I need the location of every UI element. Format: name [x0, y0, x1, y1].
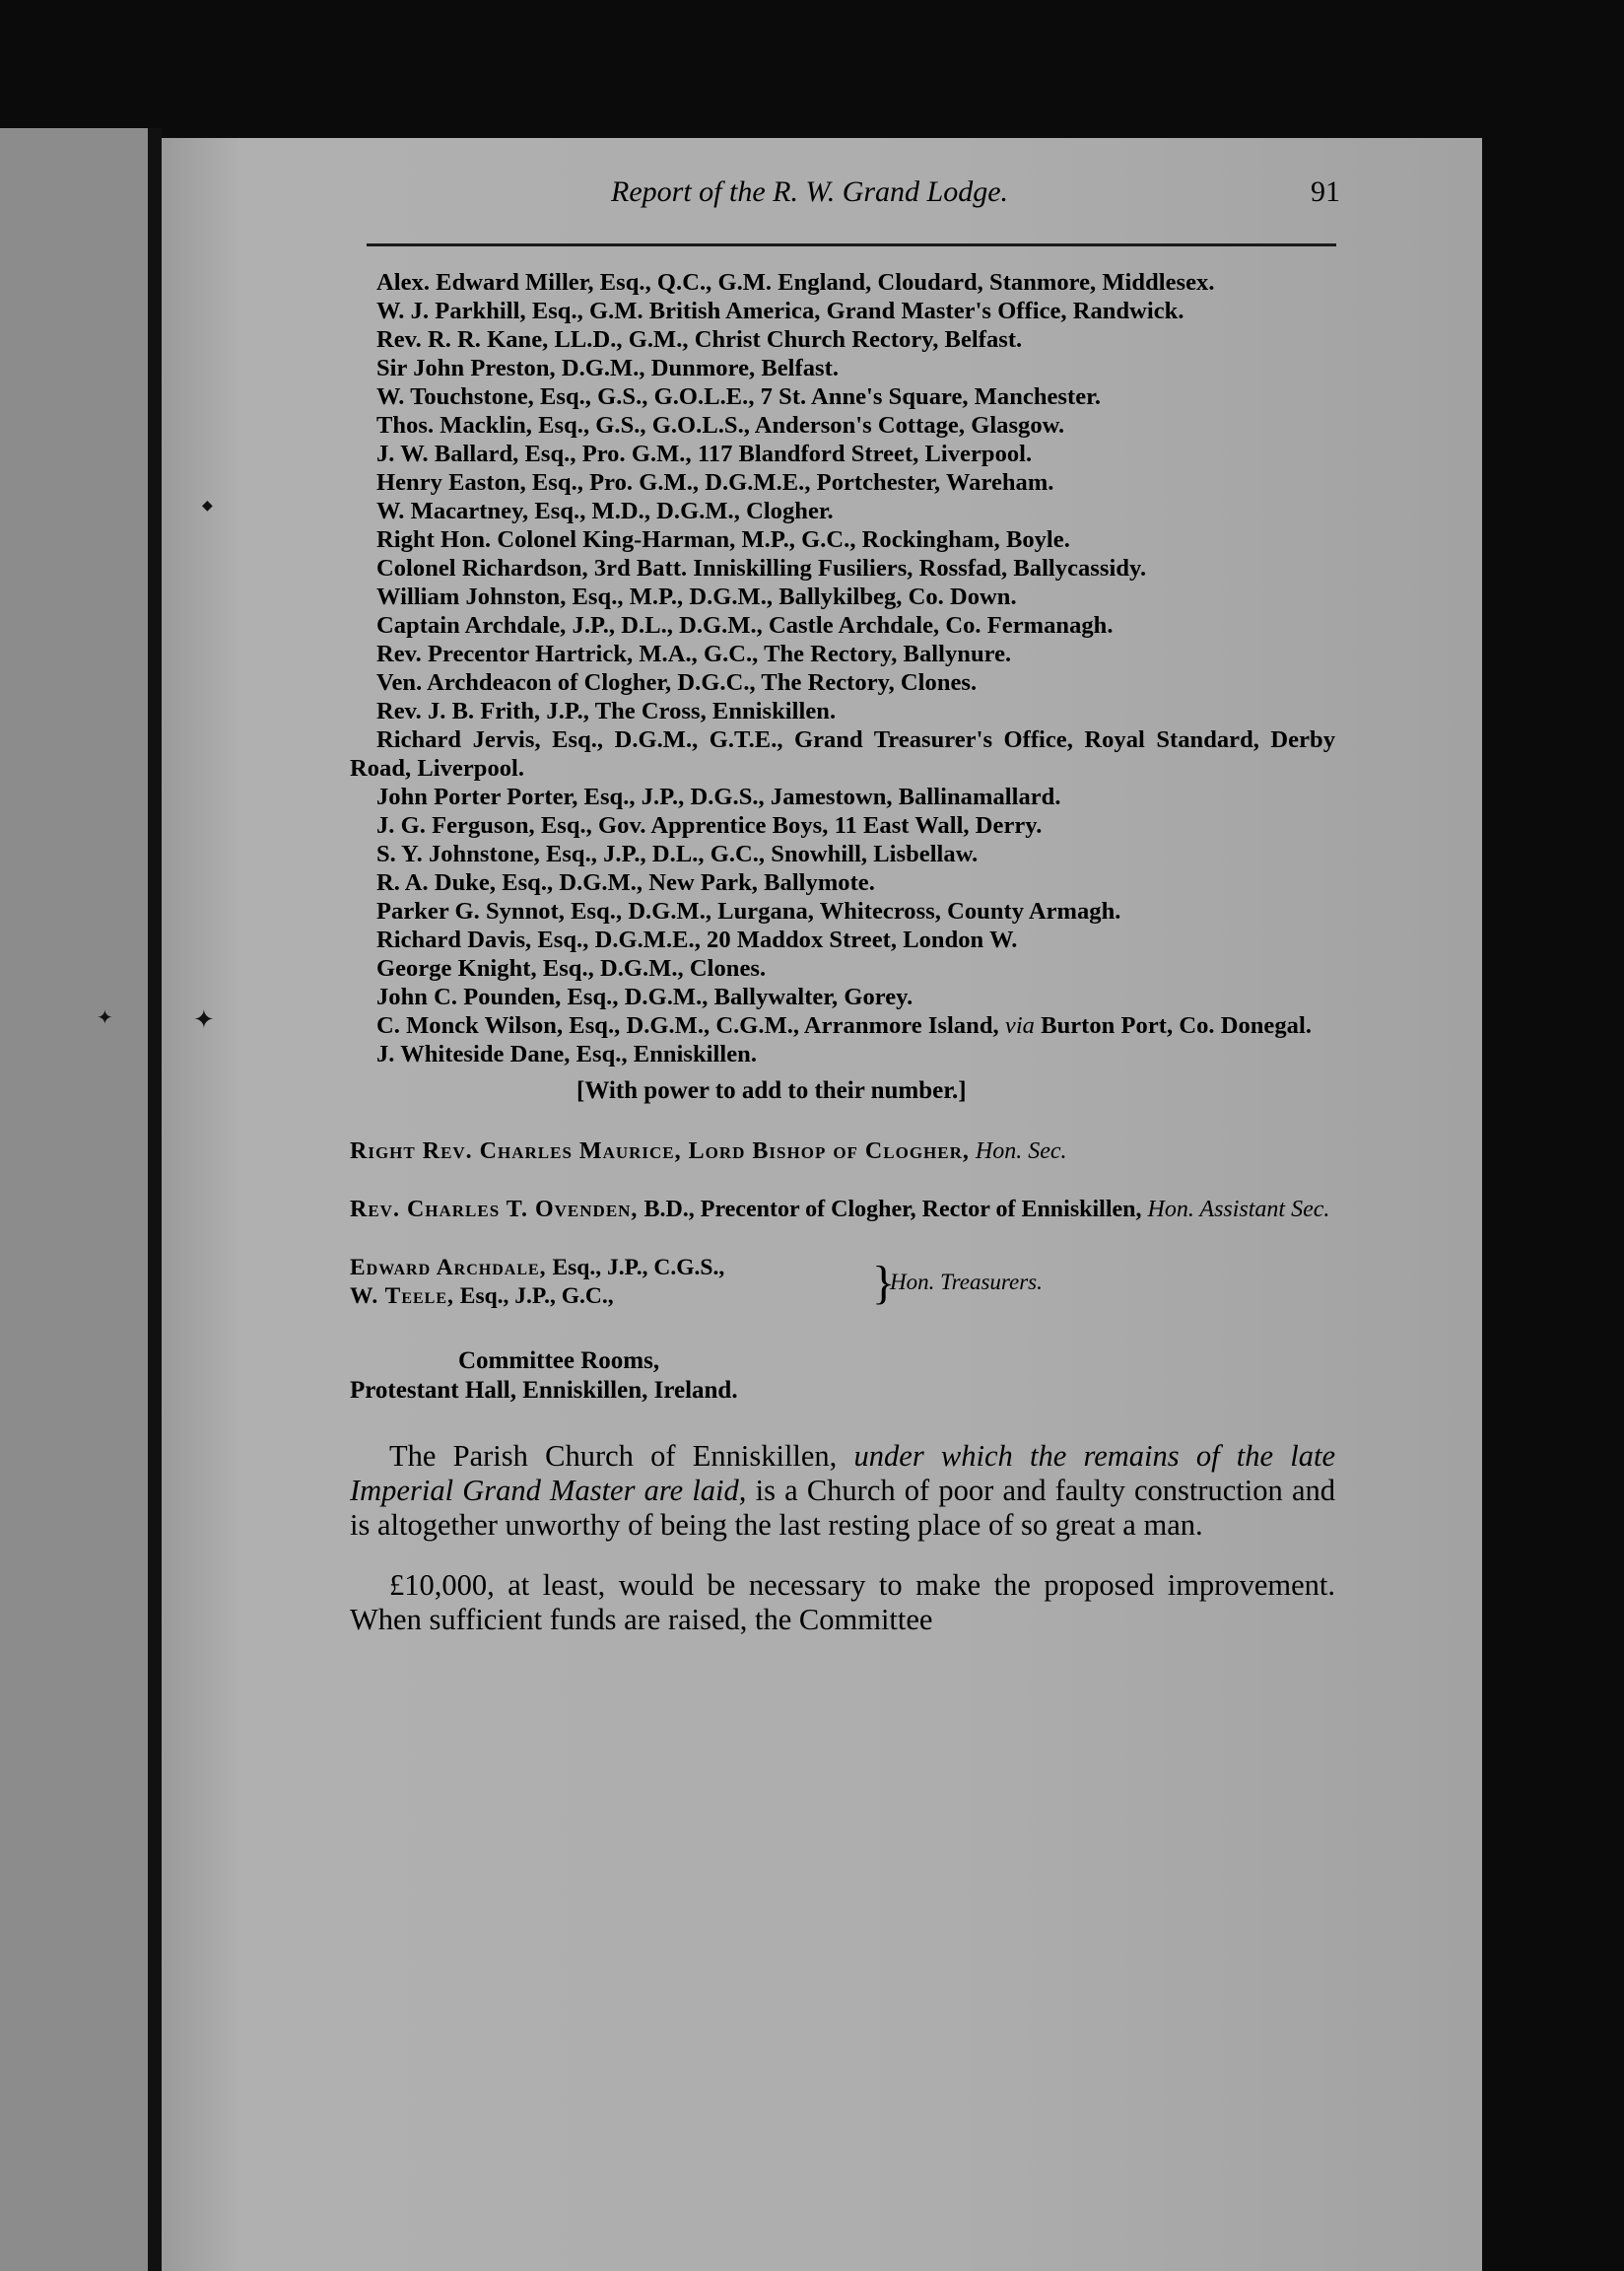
list-item: Sir John Preston, D.G.M., Dunmore, Belfast.: [376, 355, 840, 381]
list-item: C. Monck Wilson, Esq., D.G.M., C.G.M., Arranmore Island, via Burton Port, Co. Donegal.: [376, 1012, 1312, 1039]
committee-list: [350, 268, 1335, 1011]
list-item: Henry Easton, Esq., Pro. G.M., D.G.M.E., Portchester, Wareham.: [376, 469, 1054, 496]
list-item: J. G. Ferguson, Esq., Gov. Apprentice Boys, 11 East Wall, Derry.: [376, 812, 1043, 839]
list-item: William Johnston, Esq., M.P., D.G.M., Ballykilbeg, Co. Down.: [376, 584, 1017, 610]
punch-mark-icon: ✦: [97, 1007, 113, 1029]
list-item: S. Y. Johnstone, Esq., J.P., D.L., G.C., Snowhill, Lisbellaw.: [376, 841, 979, 867]
list-item: W. J. Parkhill, Esq., G.M. British America, Grand Master's Office, Randwick.: [376, 298, 1184, 324]
list-item: J. W. Ballard, Esq., Pro. G.M., 117 Blandford Street, Liverpool.: [376, 441, 1033, 467]
address-line: Committee Rooms,: [458, 1347, 660, 1374]
list-item: J. Whiteside Dane, Esq., Enniskillen.: [376, 1041, 758, 1067]
paragraph: The Parish Church of Enniskillen, under which the remains of the late Imperial Grand Master are laid, is a Church of poor and faulty construction and is altogether unworthy of being the last resting place of so great a man.: [350, 1439, 1336, 1542]
assistant-secretary-line: Rev. Charles T. Ovenden, B.D., Precentor of Clogher, Rector of Enniskillen, Hon. Assistant Sec.: [350, 1197, 1330, 1222]
list-item: Parker G. Synnot, Esq., D.G.M., Lurgana, Whitecross, County Armagh.: [376, 898, 1121, 925]
list-item: R. A. Duke, Esq., D.G.M., New Park, Ballymote.: [376, 869, 875, 896]
list-item: Captain Archdale, J.P., D.L., D.G.M., Castle Archdale, Co. Fermanagh.: [376, 612, 1114, 639]
list-item: Rev. Precentor Hartrick, M.A., G.C., The Rectory, Ballynure.: [376, 641, 1012, 667]
list-item: W. Touchstone, Esq., G.S., G.O.L.E., 7 St. Anne's Square, Manchester.: [376, 383, 1101, 410]
brace-icon: }: [872, 1257, 896, 1309]
punch-mark-icon: ✦: [193, 1005, 215, 1034]
paragraph: £10,000, at least, would be necessary to make the proposed improvement. When sufficient funds are raised, the Committee: [350, 1568, 1335, 1636]
list-item: John Porter Porter, Esq., J.P., D.G.S., Jamestown, Ballinamallard.: [376, 784, 1061, 810]
running-title: Report of the R. W. Grand Lodge.: [611, 175, 1009, 208]
list-item: Rev. R. R. Kane, LL.D., G.M., Christ Church Rectory, Belfast.: [376, 326, 1023, 353]
secretary-line: Right Rev. Charles Maurice, Lord Bishop of Clogher, Hon. Sec.: [350, 1138, 1067, 1164]
scan-right-edge: [1482, 148, 1624, 2271]
list-item: John C. Pounden, Esq., D.G.M., Ballywalter, Gorey.: [376, 984, 914, 1010]
book-spine: [148, 128, 162, 2271]
list-item: Rev. J. B. Frith, J.P., The Cross, Enniskillen.: [376, 698, 837, 724]
address-block: [350, 1346, 1335, 1406]
list-item: George Knight, Esq., D.G.M., Clones.: [376, 955, 767, 982]
treasurers-block: [350, 1254, 1335, 1315]
treasurer-names: Edward Archdale, Esq., J.P., C.G.S., W. Teele, Esq., J.P., G.C.,: [350, 1255, 725, 1309]
list-item: Alex. Edward Miller, Esq., Q.C., G.M. England, Cloudard, Stanmore, Middlesex.: [376, 269, 1215, 296]
list-item: Ven. Archdeacon of Clogher, D.G.C., The Rectory, Clones.: [376, 669, 978, 696]
power-note: [With power to add to their number.]: [576, 1077, 967, 1104]
list-item: W. Macartney, Esq., M.D., D.G.M., Clogher.: [376, 498, 834, 524]
address-line: Protestant Hall, Enniskillen, Ireland.: [350, 1377, 738, 1404]
list-item: Richard Davis, Esq., D.G.M.E., 20 Maddox Street, London W.: [376, 927, 1018, 953]
running-head: [453, 175, 1340, 215]
page-number: 91: [1311, 175, 1340, 208]
list-item: Colonel Richardson, 3rd Batt. Inniskilling Fusiliers, Rossfad, Ballycassidy.: [376, 555, 1147, 582]
list-item: Thos. Macklin, Esq., G.S., G.O.L.S., Anderson's Cottage, Glasgow.: [376, 412, 1065, 439]
scan-left-margin: [0, 128, 148, 2271]
page-body: [350, 268, 1335, 1637]
treasurers-role: Hon. Treasurers.: [890, 1270, 1043, 1294]
list-item: Right Hon. Colonel King-Harman, M.P., G.C., Rockingham, Boyle.: [376, 526, 1070, 553]
header-rule: [367, 243, 1336, 246]
list-item: Richard Jervis, Esq., D.G.M., G.T.E., Grand Treasurer's Office, Royal Standard, Derby Road, Liverpool.: [350, 726, 1335, 782]
punch-mark-icon: ◆: [202, 499, 213, 514]
